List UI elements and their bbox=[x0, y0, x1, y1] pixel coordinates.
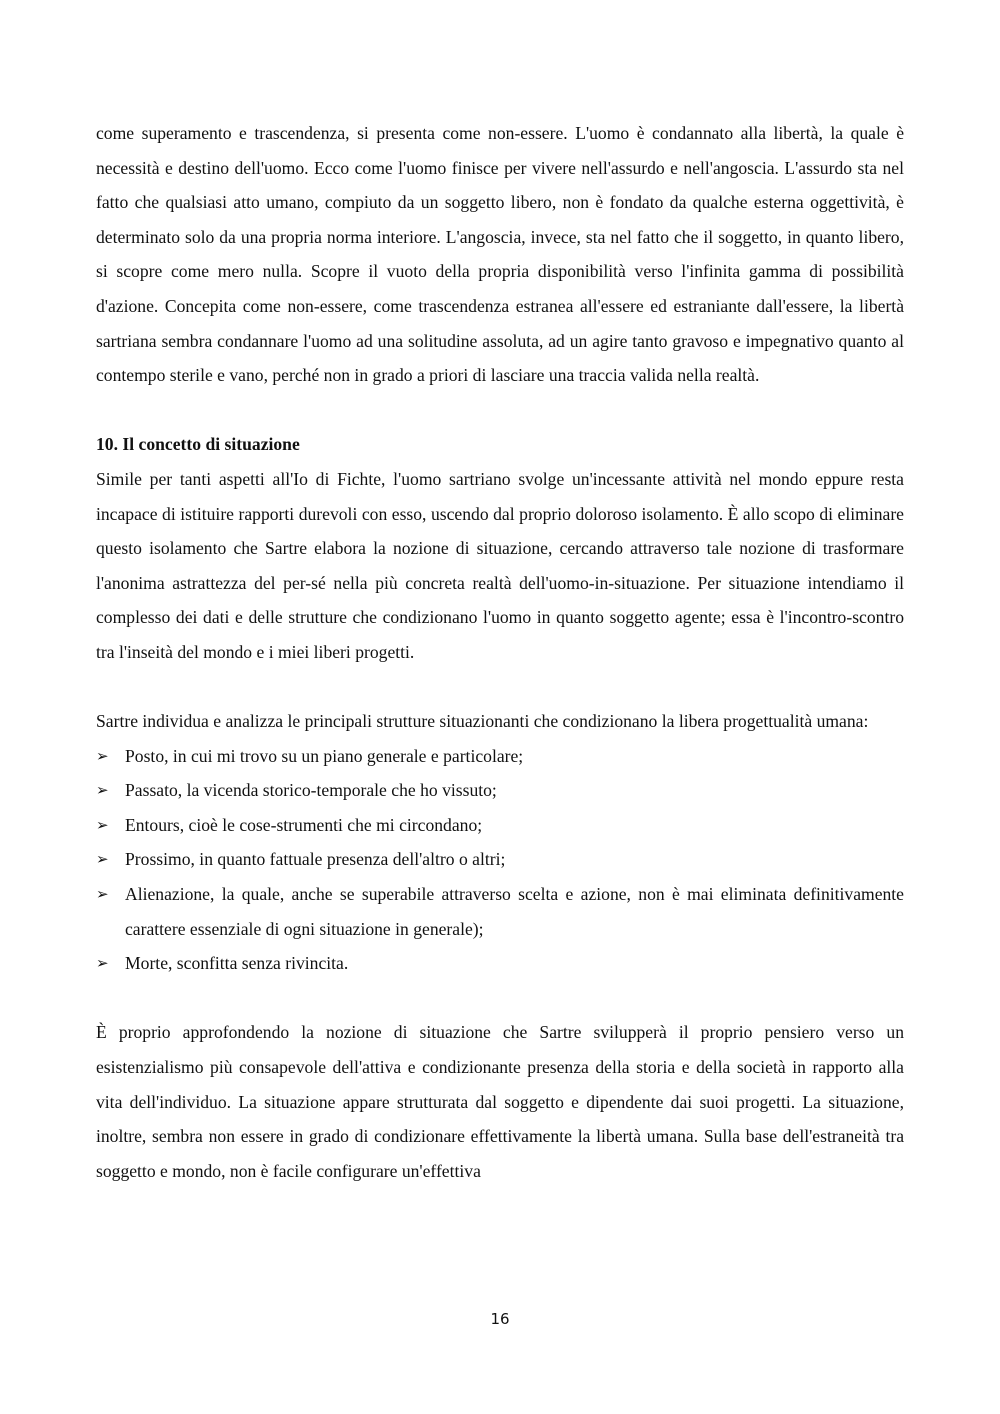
arrow-bullet-icon: ➢ bbox=[96, 815, 109, 834]
list-item-text: Entours, cioè le cose-strumenti che mi circondano; bbox=[125, 814, 483, 835]
list-item bbox=[96, 946, 904, 981]
arrow-bullet-icon: ➢ bbox=[96, 781, 109, 800]
list-item bbox=[96, 739, 904, 774]
arrow-bullet-icon: ➢ bbox=[96, 850, 109, 869]
list-item bbox=[96, 842, 904, 877]
list-item-text: Posto, in cui mi trovo su un piano generale e particolare; bbox=[125, 745, 524, 766]
arrow-bullet-icon: ➢ bbox=[96, 954, 109, 973]
paragraph: È proprio approfondendo la nozione di situazione che Sartre svilupperà il proprio pensiero verso un esistenzialismo più consapevole dell'attiva e condizionante presenza della storia e della società in rapporto alla vita dell'individuo. La situazione appare strutturata dal soggetto e dipendente dai suoi progetti. La situazione, inoltre, sembra non essere in grado di condizionare effettivamente la libertà umana. Sulla base dell'estraneità tra soggetto e mondo, non è facile configurare un'effettiva bbox=[96, 1022, 904, 1181]
arrow-bullet-icon: ➢ bbox=[96, 885, 109, 904]
list-item bbox=[96, 808, 904, 843]
section-heading: 10. Il concetto di situazione bbox=[96, 434, 300, 455]
paragraph-spacer bbox=[96, 393, 904, 428]
list-item-text: Prossimo, in quanto fattuale presenza dell'altro o altri; bbox=[125, 849, 506, 870]
list-item bbox=[96, 877, 904, 946]
paragraph-spacer bbox=[96, 981, 904, 1016]
page-number: 16 bbox=[490, 1310, 510, 1328]
list-item-text: Passato, la vicenda storico-temporale che ho vissuto; bbox=[125, 780, 497, 801]
list-item-text: Morte, sconfitta senza rivincita. bbox=[125, 953, 349, 974]
list-item bbox=[96, 773, 904, 808]
document-page bbox=[96, 116, 904, 1188]
paragraph: come superamento e trascendenza, si presenta come non-essere. L'uomo è condannato alla libertà, la quale è necessità e destino dell'uomo. Ecco come l'uomo finisce per vivere nell'assurdo e nell'angoscia. L'assurdo sta nel fatto che qualsiasi atto umano, compiuto da un soggetto libero, non è fondato da qualche esterna oggettività, è determinato solo da una propria norma interiore. L'angoscia, invece, sta nel fatto che il soggetto, in quanto libero, si scopre come mero nulla. Scopre il vuoto della propria disponibilità verso l'infinita gamma di possibilità d'azione. Concepita come non-essere, come trascendenza estranea all'essere ed estraniante dall'essere, la libertà sartriana sembra condannare l'uomo ad una solitudine assoluta, ad un agire tanto gravoso e impegnativo quanto al contempo sterile e vano, perché non in grado a priori di lasciare una traccia valida nella realtà. bbox=[96, 123, 904, 386]
paragraph: Simile per tanti aspetti all'Io di Fichte, l'uomo sartriano svolge un'incessante attività nel mondo eppure resta incapace di istituire rapporti durevoli con esso, uscendo dal proprio doloroso isolamento. È allo scopo di eliminare questo isolamento che Sartre elabora la nozione di situazione, cercando attraverso tale nozione di trasformare l'anonima astrattezza del per-sé nella più concreta realtà dell'uomo-in-situazione. Per situazione intendiamo il complesso dei dati e delle strutture che condizionano l'uomo in quanto soggetto agente; essa è l'incontro-scontro tra l'inseità del mondo e i miei liberi progetti. bbox=[96, 468, 904, 662]
list-item-text: Alienazione, la quale, anche se superabile attraverso scelta e azione, non è mai eliminata definitivamente carattere essenziale di ogni situazione in generale); bbox=[125, 884, 904, 939]
paragraph: Sartre individua e analizza le principali strutture situazionanti che condizionano la libera progettualità umana: bbox=[96, 711, 869, 732]
arrow-bullet-icon: ➢ bbox=[96, 746, 109, 765]
paragraph-spacer bbox=[96, 670, 904, 705]
bullet-list bbox=[96, 739, 904, 981]
